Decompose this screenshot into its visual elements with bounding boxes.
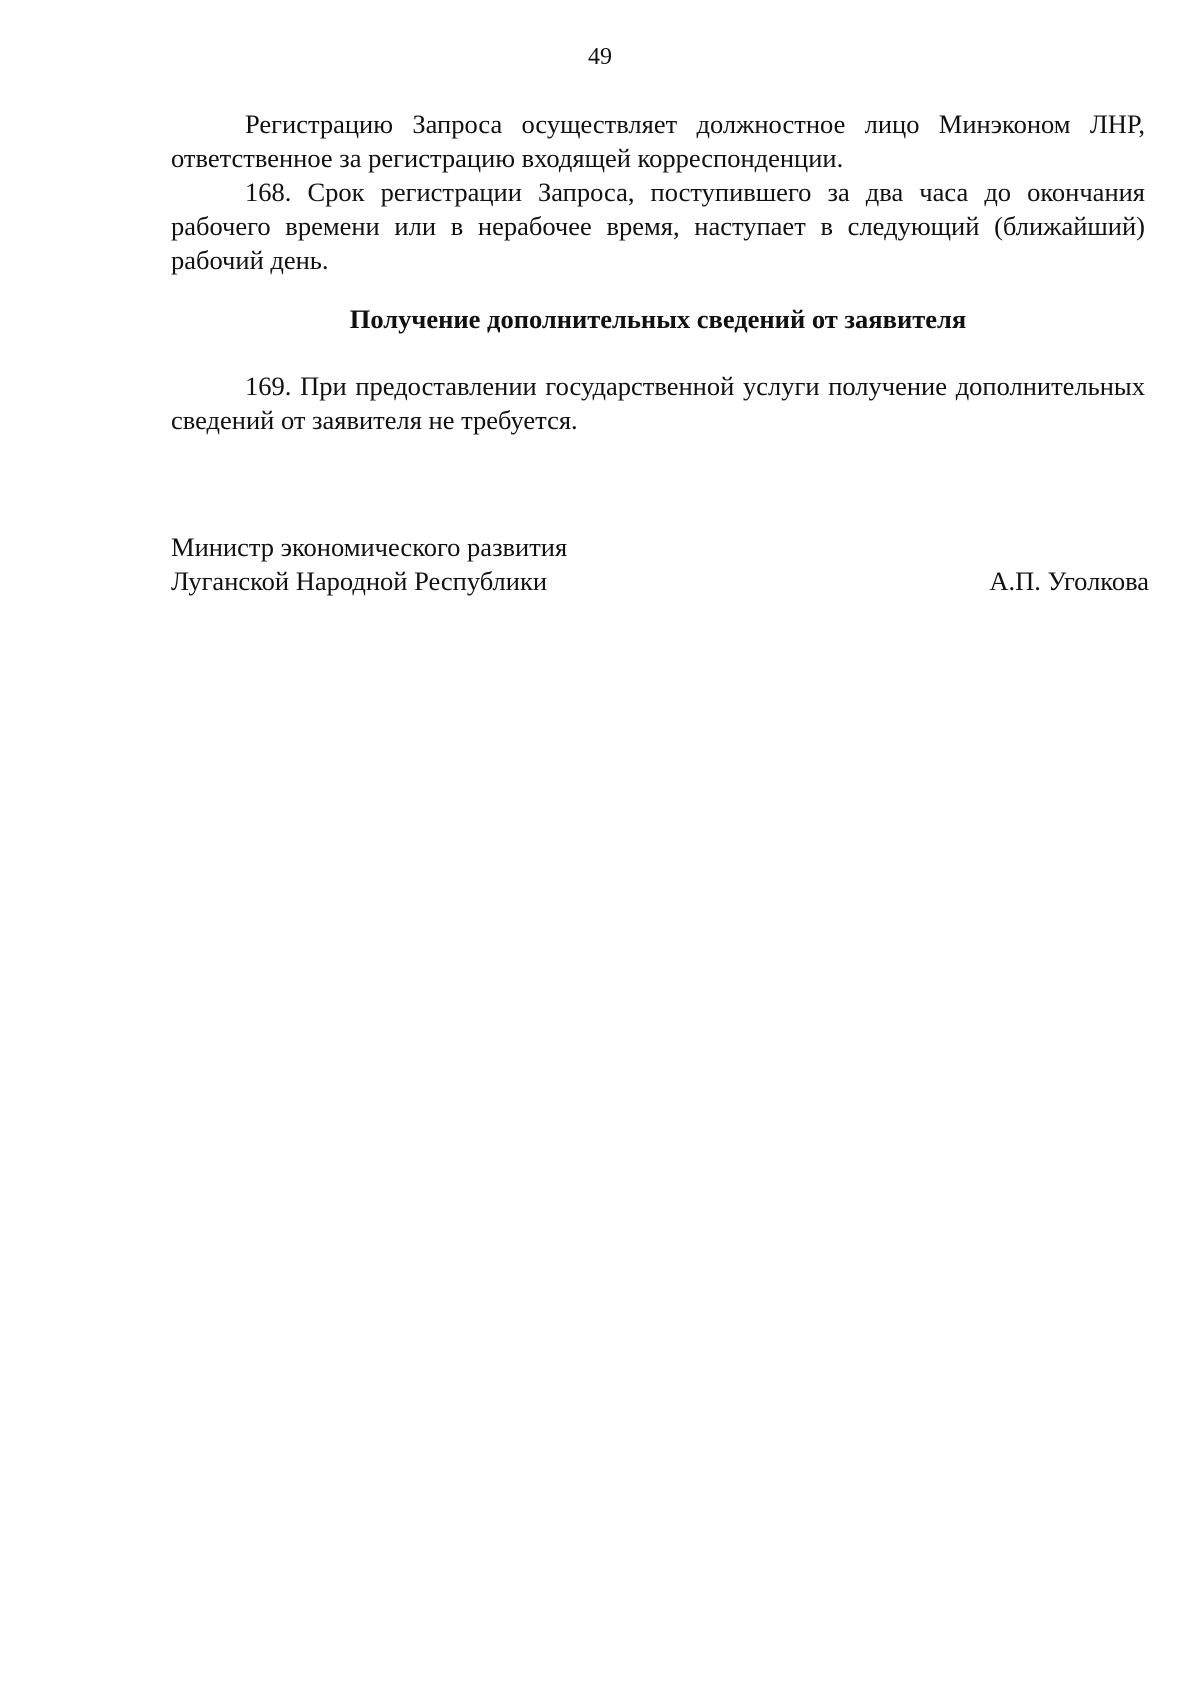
signature-line-2 bbox=[171, 564, 1149, 598]
page-number: 49 bbox=[588, 44, 612, 70]
signatory-title-line-1: Министр экономического развития bbox=[171, 532, 568, 562]
signature-block bbox=[171, 530, 1149, 598]
paragraph-text: 169. При предоставлении государственной услуги получение дополнительных сведений от заявителя не требуется. bbox=[171, 371, 1145, 435]
signatory-name: А.П. Уголкова bbox=[989, 566, 1149, 596]
paragraph-registration bbox=[171, 107, 1145, 175]
paragraph-169 bbox=[171, 369, 1145, 437]
paragraph-168 bbox=[171, 175, 1145, 277]
section-heading: Получение дополнительных сведений от заявителя bbox=[349, 304, 967, 334]
signature-line-1 bbox=[171, 530, 1149, 564]
signatory-title-line-2: Луганской Народной Республики bbox=[171, 566, 548, 596]
paragraph-text: Регистрацию Запроса осуществляет должностное лицо Минэконом ЛНР, ответственное за регистрацию входящей корреспонденции. bbox=[171, 109, 1145, 173]
paragraph-text: 168. Срок регистрации Запроса, поступившего за два часа до окончания рабочего времени или в нерабочее время, наступает в следующий (ближайший) рабочий день. bbox=[171, 177, 1145, 275]
